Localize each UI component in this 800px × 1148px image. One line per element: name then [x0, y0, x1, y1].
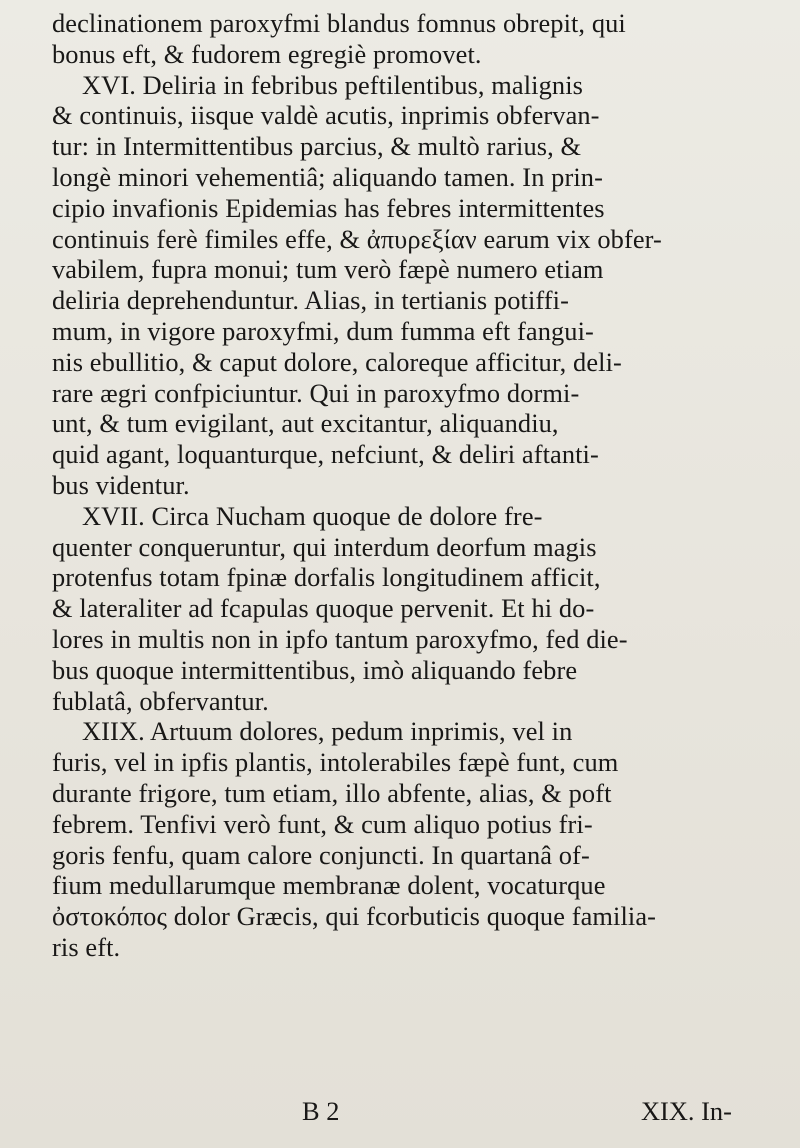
text-line: longè minori vehementiâ; aliquando tamen. In prin-: [52, 161, 603, 192]
signature-mark: B 2: [302, 1096, 340, 1126]
text-line: quid agant, loquanturque, nefciunt, & deliri aftanti-: [52, 439, 599, 470]
text-line: mum, in vigore paroxyfmi, dum fumma eft fangui-: [52, 315, 594, 346]
text-line: & lateraliter ad fcapulas quoque pervenit. Et hi do-: [52, 593, 595, 624]
page-footer: [52, 1096, 772, 1130]
section-heading-line: XIIX. Artuum dolores, pedum inprimis, vel in: [82, 716, 573, 747]
text-line: nis ebullitio, & caput dolore, caloreque afficitur, deli-: [52, 346, 622, 377]
page-text-block: [52, 8, 772, 963]
text-line: vabilem, fupra monui; tum verò fæpè numero etiam: [52, 254, 604, 285]
text-line: fublatâ, obfervantur.: [52, 685, 269, 716]
text-line: fium medullarumque membranæ dolent, vocaturque: [52, 870, 606, 901]
text-line: protenfus totam fpinæ dorfalis longitudinem afficit,: [52, 562, 601, 593]
text-line: cipio invafionis Epidemias has febres intermittentes: [52, 192, 605, 223]
text-line: bus videntur.: [52, 469, 190, 500]
text-line: furis, vel in ipfis plantis, intolerabiles fæpè funt, cum: [52, 747, 619, 778]
text-line: & continuis, iisque valdè acutis, inprimis obfervan-: [52, 100, 600, 131]
text-line: quenter conqueruntur, qui interdum deorfum magis: [52, 531, 597, 562]
text-line: bonus eft, & fudorem egregiè promovet.: [52, 38, 482, 69]
text-line: febrem. Tenfivi verò funt, & cum aliquo potius fri-: [52, 808, 593, 839]
text-line: durante frigore, tum etiam, illo abfente, alias, & poft: [52, 777, 612, 808]
text-line: deliria deprehenduntur. Alias, in tertianis potiffi-: [52, 285, 570, 316]
text-line: unt, & tum evigilant, aut excitantur, aliquandiu,: [52, 408, 559, 439]
text-line: ὀστοκόπος dolor Græcis, qui fcorbuticis quoque familia-: [52, 901, 657, 932]
text-line: tur: in Intermittentibus parcius, & multò rarius, &: [52, 131, 582, 162]
text-line: ris eft.: [52, 931, 121, 962]
text-line: lores in multis non in ipfo tantum paroxyfmo, fed die-: [52, 623, 628, 654]
section-heading-line: XVII. Circa Nucham quoque de dolore fre-: [82, 500, 543, 531]
text-line: rare ægri confpiciuntur. Qui in paroxyfmo dormi-: [52, 377, 580, 408]
text-line: declinationem paroxyfmi blandus fomnus obrepit, qui: [52, 8, 626, 38]
text-line: continuis ferè fimiles effe, & ἀπυρεξίαν earum vix obfer-: [52, 223, 662, 254]
catchword: XIX. In-: [641, 1096, 732, 1126]
text-line: bus quoque intermittentibus, imò aliquando febre: [52, 654, 578, 685]
text-line: goris fenfu, quam calore conjuncti. In quartanâ of-: [52, 839, 590, 870]
section-heading-line: XVI. Deliria in febribus peftilentibus, malignis: [82, 69, 583, 100]
